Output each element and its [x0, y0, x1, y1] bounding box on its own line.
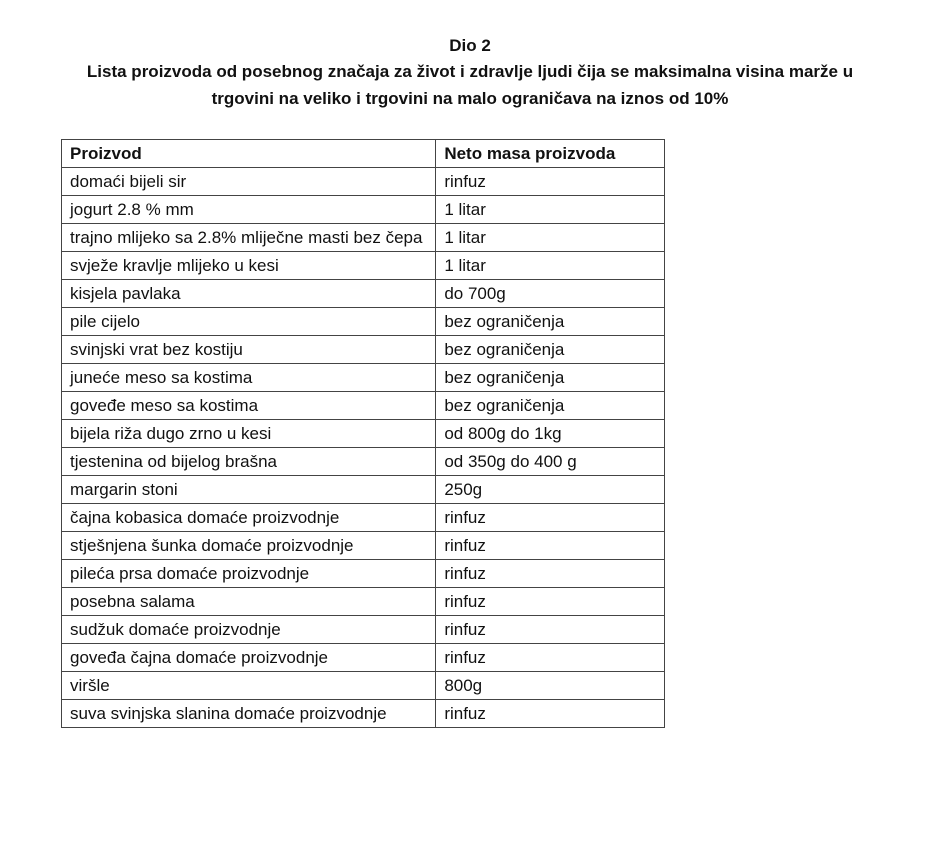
- net-mass-cell: rinfuz: [436, 616, 665, 644]
- net-mass-cell: bez ograničenja: [436, 336, 665, 364]
- product-cell: sudžuk domaće proizvodnje: [62, 616, 436, 644]
- table-row: [62, 616, 665, 644]
- net-mass-cell: 250g: [436, 476, 665, 504]
- table-row: [62, 252, 665, 280]
- product-cell: posebna salama: [62, 588, 436, 616]
- table-row: [62, 420, 665, 448]
- products-table: [61, 139, 665, 728]
- product-cell: viršle: [62, 672, 436, 700]
- net-mass-cell: bez ograničenja: [436, 392, 665, 420]
- product-cell: suva svinjska slanina domaće proizvodnje: [62, 700, 436, 728]
- product-cell: juneće meso sa kostima: [62, 364, 436, 392]
- net-mass-cell: 800g: [436, 672, 665, 700]
- product-cell: jogurt 2.8 % mm: [62, 196, 436, 224]
- net-mass-cell: 1 litar: [436, 196, 665, 224]
- product-cell: domaći bijeli sir: [62, 168, 436, 196]
- net-mass-cell: od 350g do 400 g: [436, 448, 665, 476]
- document-heading-line-2: trgovini na veliko i trgovini na malo ograničava na iznos od 10%: [211, 89, 729, 108]
- product-cell: bijela riža dugo zrno u kesi: [62, 420, 436, 448]
- product-cell: goveđa čajna domaće proizvodnje: [62, 644, 436, 672]
- product-cell: pile cijelo: [62, 308, 436, 336]
- header-net-mass: Neto masa proizvoda: [436, 140, 665, 168]
- net-mass-cell: bez ograničenja: [436, 308, 665, 336]
- table-header-row: [62, 140, 665, 168]
- net-mass-cell: 1 litar: [436, 252, 665, 280]
- table-row: [62, 532, 665, 560]
- product-cell: stješnjena šunka domaće proizvodnje: [62, 532, 436, 560]
- table-row: [62, 196, 665, 224]
- table-row: [62, 644, 665, 672]
- table-row: [62, 560, 665, 588]
- product-cell: margarin stoni: [62, 476, 436, 504]
- product-cell: kisjela pavlaka: [62, 280, 436, 308]
- net-mass-cell: 1 litar: [436, 224, 665, 252]
- product-cell: goveđe meso sa kostima: [62, 392, 436, 420]
- product-cell: čajna kobasica domaće proizvodnje: [62, 504, 436, 532]
- net-mass-cell: rinfuz: [436, 504, 665, 532]
- net-mass-cell: rinfuz: [436, 644, 665, 672]
- product-cell: svježe kravlje mlijeko u kesi: [62, 252, 436, 280]
- section-title: Dio 2: [449, 36, 491, 55]
- header-product: Proizvod: [62, 140, 436, 168]
- table-row: [62, 392, 665, 420]
- net-mass-cell: do 700g: [436, 280, 665, 308]
- table-row: [62, 672, 665, 700]
- product-cell: pileća prsa domaće proizvodnje: [62, 560, 436, 588]
- table-row: [62, 504, 665, 532]
- net-mass-cell: rinfuz: [436, 700, 665, 728]
- table-row: [62, 280, 665, 308]
- net-mass-cell: rinfuz: [436, 168, 665, 196]
- table-row: [62, 476, 665, 504]
- table-row: [62, 336, 665, 364]
- net-mass-cell: rinfuz: [436, 532, 665, 560]
- net-mass-cell: bez ograničenja: [436, 364, 665, 392]
- net-mass-cell: rinfuz: [436, 560, 665, 588]
- product-cell: tjestenina od bijelog brašna: [62, 448, 436, 476]
- table-row: [62, 700, 665, 728]
- table-row: [62, 168, 665, 196]
- document-heading-line-1: Lista proizvoda od posebnog značaja za život i zdravlje ljudi čija se maksimalna visina marže u: [86, 62, 854, 81]
- product-cell: svinjski vrat bez kostiju: [62, 336, 436, 364]
- net-mass-cell: rinfuz: [436, 588, 665, 616]
- product-cell: trajno mlijeko sa 2.8% mliječne masti bez čepa: [62, 224, 436, 252]
- table-row: [62, 448, 665, 476]
- table-row: [62, 588, 665, 616]
- table-row: [62, 224, 665, 252]
- net-mass-cell: od 800g do 1kg: [436, 420, 665, 448]
- table-row: [62, 308, 665, 336]
- table-row: [62, 364, 665, 392]
